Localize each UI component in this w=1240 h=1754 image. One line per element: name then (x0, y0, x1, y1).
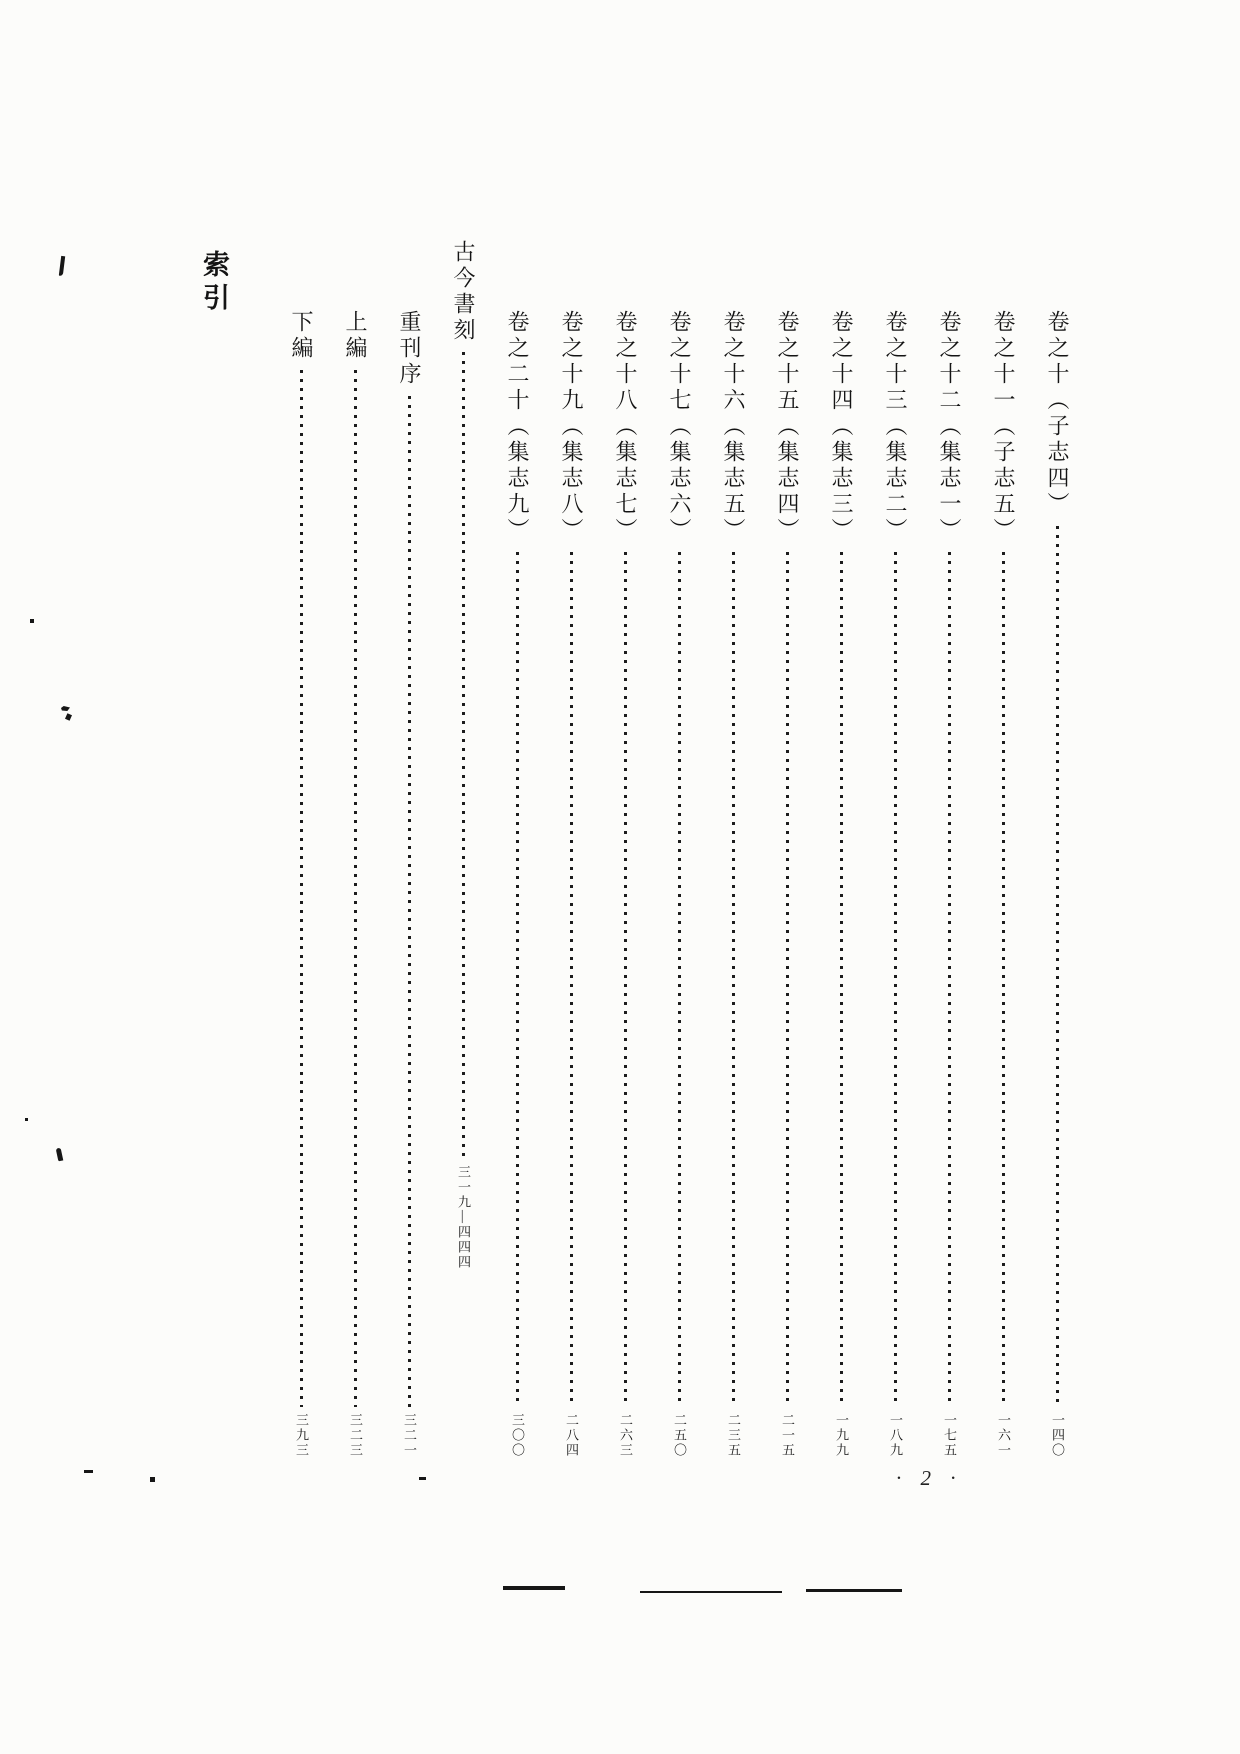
scan-artifact (503, 1586, 565, 1590)
toc-entry-juan-10 (1039, 310, 1075, 1458)
page-number: 二一五 (780, 1413, 795, 1458)
toc-entry-title: 卷之十二（集志一） (937, 310, 962, 544)
scan-artifact (84, 1470, 93, 1473)
toc-entry-juan-18 (607, 310, 643, 1458)
scan-artifact (30, 619, 34, 623)
page-number: 二三五 (726, 1413, 741, 1458)
dotted-leader (894, 552, 897, 1407)
page-number: 二六三 (618, 1413, 633, 1458)
toc-entry-title: 重刊序 (397, 310, 422, 388)
toc-entry-title: 卷之十七（集志六） (667, 310, 692, 544)
dotted-leader (624, 552, 627, 1407)
toc-entry-title: 卷之十九（集志八） (559, 310, 584, 544)
toc-entry-juan-17 (661, 310, 697, 1458)
page-number: 一八九 (888, 1413, 903, 1458)
page-number: 一六一 (996, 1413, 1011, 1458)
scan-artifact (25, 1118, 28, 1121)
toc-entry-xiabian (283, 310, 319, 1458)
toc-entry-shangbian (337, 310, 373, 1458)
page-number: 一七五 (942, 1413, 957, 1458)
toc-entry-title: 卷之十四（集志三） (829, 310, 854, 544)
scan-artifact (56, 1148, 64, 1162)
folio-page-marker: · 2 · (896, 1466, 963, 1490)
dotted-leader (732, 552, 735, 1407)
toc-entry-juan-15 (769, 310, 805, 1458)
dotted-leader (678, 552, 681, 1407)
page-title: 索引 (199, 250, 229, 316)
toc-entry-juan-13 (877, 310, 913, 1458)
scan-artifact (806, 1589, 902, 1592)
dotted-leader (570, 552, 573, 1407)
page-number: 三二一 (402, 1413, 417, 1458)
toc-entry-title: 卷之十八（集志七） (613, 310, 638, 544)
dotted-leader (408, 396, 411, 1407)
toc-entry-gujin-shuke (445, 240, 481, 1270)
scan-artifact (640, 1591, 782, 1593)
toc-entry-title: 下編 (289, 310, 314, 362)
toc-entry-juan-12 (931, 310, 967, 1458)
scan-artifact (918, 1590, 1068, 1592)
dotted-leader (840, 552, 843, 1407)
toc-entry-title: 卷之十三（集志二） (883, 310, 908, 544)
page-number: 三〇〇 (510, 1413, 525, 1458)
page-number: 二八四 (564, 1413, 579, 1458)
toc-entry-juan-11 (985, 310, 1021, 1458)
dotted-leader (300, 370, 303, 1407)
toc-entry-title: 卷之十一（子志五） (991, 310, 1016, 544)
dotted-leader (462, 352, 465, 1159)
dotted-leader (516, 552, 519, 1407)
page-number: 三九三 (294, 1413, 309, 1458)
scan-artifact (61, 706, 70, 711)
scan-artifact (419, 1477, 426, 1480)
toc-entry-title: 古今書刻 (451, 240, 476, 344)
toc-entry-juan-20 (499, 310, 535, 1458)
page-number: 一四〇 (1050, 1413, 1065, 1458)
toc-entry-title: 卷之十（子志四） (1045, 310, 1070, 518)
page-number: 一九九 (834, 1413, 849, 1458)
dotted-leader (786, 552, 789, 1407)
page-number: 三二三 (348, 1413, 363, 1458)
dotted-leader (1056, 526, 1059, 1407)
scan-artifact (65, 713, 72, 721)
dotted-leader (1002, 552, 1005, 1407)
toc-entry-juan-19 (553, 310, 589, 1458)
toc-entry-title: 卷之二十（集志九） (505, 310, 530, 544)
toc-entry-title: 卷之十五（集志四） (775, 310, 800, 544)
scan-artifact (150, 1477, 155, 1482)
page-number: 二五〇 (672, 1413, 687, 1458)
scan-artifact (59, 256, 65, 276)
dotted-leader (948, 552, 951, 1407)
toc-entry-juan-16 (715, 310, 751, 1458)
toc-entry-title: 卷之十六（集志五） (721, 310, 746, 544)
toc-entry-title: 上編 (343, 310, 368, 362)
scan-artifact (1084, 1588, 1234, 1591)
toc-entry-chongkanxu (391, 310, 427, 1458)
dotted-leader (354, 370, 357, 1407)
toc-entry-juan-14 (823, 310, 859, 1458)
page-number-range: 三一九—四四四 (456, 1165, 471, 1270)
